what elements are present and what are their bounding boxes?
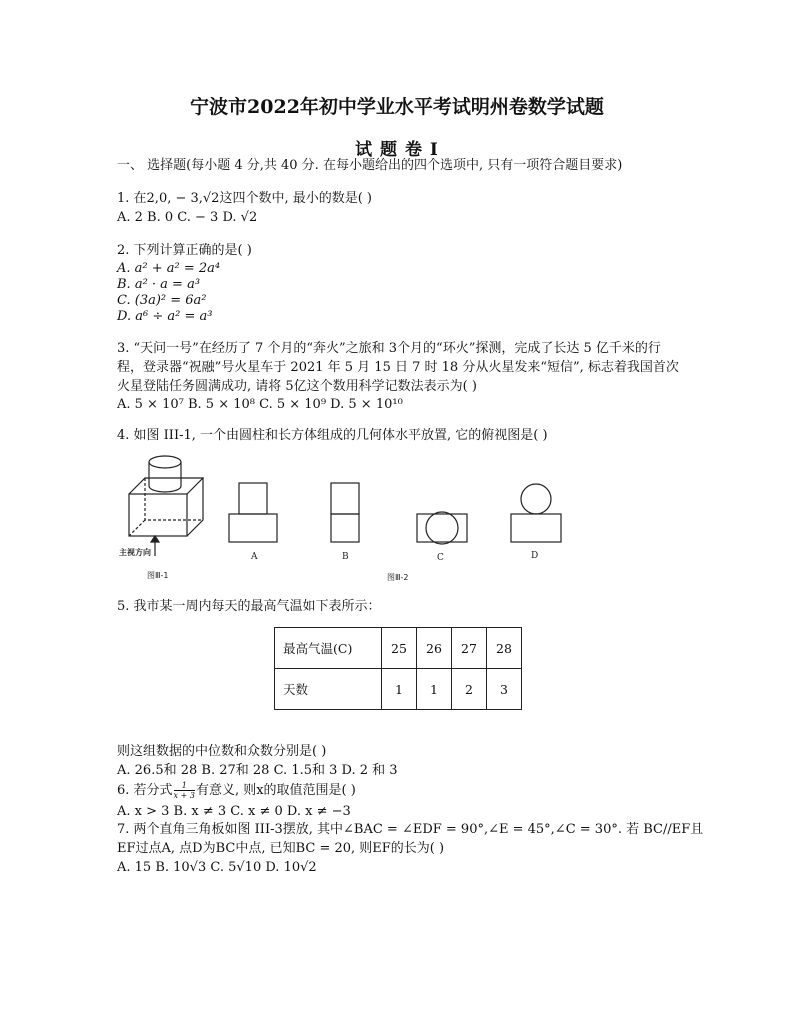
q2-option-d: D. a⁶ ÷ a² = a³: [117, 309, 213, 324]
q2-option-a: A. a² + a² = 2a⁴: [117, 261, 221, 276]
q1-stem: 1. 在2,0, − 3,√2这四个数中, 最小的数是( ): [117, 191, 372, 206]
option-a-figure: [229, 483, 277, 542]
option-b-figure: [331, 483, 359, 542]
fraction-denominator: x + 3: [173, 791, 195, 800]
q2-option-c: C. (3a)² = 6a²: [117, 293, 207, 308]
q6-options: A. x > 3 B. x ≠ 3 C. x ≠ 0 D. x ≠ −3: [117, 804, 351, 819]
fig1-label: 图Ⅲ-1: [147, 571, 169, 580]
solid-figure-3d: [129, 456, 203, 556]
table-cell: 26: [417, 628, 452, 669]
q5-stem: 5. 我市某一周内每天的最高气温如下表所示：: [117, 599, 381, 614]
q6-stem-end: 有意义, 则x的取值范围是( ): [195, 783, 356, 798]
option-d-label: D: [531, 551, 539, 561]
q2-stem: 2. 下列计算正确的是( ): [117, 243, 252, 258]
q6-fraction: [174, 781, 195, 800]
table-cell: 25: [382, 628, 417, 669]
q6-stem-start: 6. 若分式: [117, 783, 173, 798]
table-cell: 28: [487, 628, 522, 669]
view-direction-label: 主视方向: [119, 548, 151, 557]
q3-line-3: 火星登陆任务圆满成功, 请将 5亿这个数用科学记数法表示为( ): [117, 379, 477, 394]
table-header-cell: 最高气温(C): [275, 628, 382, 669]
table-cell: 3: [487, 669, 522, 710]
table-cell: 2: [452, 669, 487, 710]
q7-options: A. 15 B. 10√3 C. 5√10 D. 10√2: [117, 860, 317, 875]
option-c-figure: [417, 512, 467, 544]
q5-options: A. 26.5和 28 B. 27和 28 C. 1.5和 3 D. 2 和 3: [117, 763, 398, 778]
q4-figure: [117, 452, 567, 584]
table-header-cell: 天数: [275, 669, 382, 710]
option-d-figure: [511, 484, 561, 542]
q7-line-1: 7. 两个直角三角板如图 III-3摆放, 其中∠BAC = ∠EDF = 90°,∠E = 45°,∠C = 30°. 若 BC//EF且: [117, 822, 704, 837]
q1-options: A. 2 B. 0 C. − 3 D. √2: [117, 210, 258, 225]
table-row: [275, 628, 522, 669]
table-cell: 1: [382, 669, 417, 710]
q3-options: A. 5 × 10⁷ B. 5 × 10⁸ C. 5 × 10⁹ D. 5 × 10¹⁰: [117, 397, 403, 412]
q2-option-b: B. a² · a = a³: [117, 277, 201, 292]
temperature-table: [274, 627, 522, 710]
exam-subtitle: 试 题 卷 I: [355, 140, 439, 160]
q6-stem: [117, 781, 356, 800]
q4-stem: 4. 如图 III-1, 一个由圆柱和长方体组成的几何体水平放置, 它的俯视图是( ): [117, 428, 548, 443]
option-a-label: A: [251, 552, 258, 562]
table-cell: 1: [417, 669, 452, 710]
table-cell: 27: [452, 628, 487, 669]
option-c-label: C: [437, 553, 444, 563]
fig2-label: 图Ⅲ-2: [387, 573, 409, 582]
option-b-label: B: [342, 552, 349, 562]
exam-title: 宁波市2022年初中学业水平考试明州卷数学试题: [190, 96, 604, 118]
table-row: [275, 669, 522, 710]
q5-question: 则这组数据的中位数和众数分别是( ): [117, 744, 327, 759]
section-heading: 一、 选择题(每小题 4 分,共 40 分. 在每小题给出的四个选项中, 只有一项符合题目要求): [117, 158, 623, 173]
q3-line-1: 3. “天问一号”在经历了 7 个月的“奔火”之旅和 3个月的“环火”探测，完成了长达 5 亿千米的行: [117, 341, 661, 356]
q7-line-2: EF过点A, 点D为BC中点, 已知BC = 20, 则EF的长为( ): [117, 841, 445, 856]
fraction-numerator: 1: [174, 781, 195, 791]
q3-line-2: 程，登录器“祝融”号火星车于 2021 年 5 月 15 日 7 时 18 分从火星发来“短信”, 标志着我国首次: [117, 360, 679, 375]
